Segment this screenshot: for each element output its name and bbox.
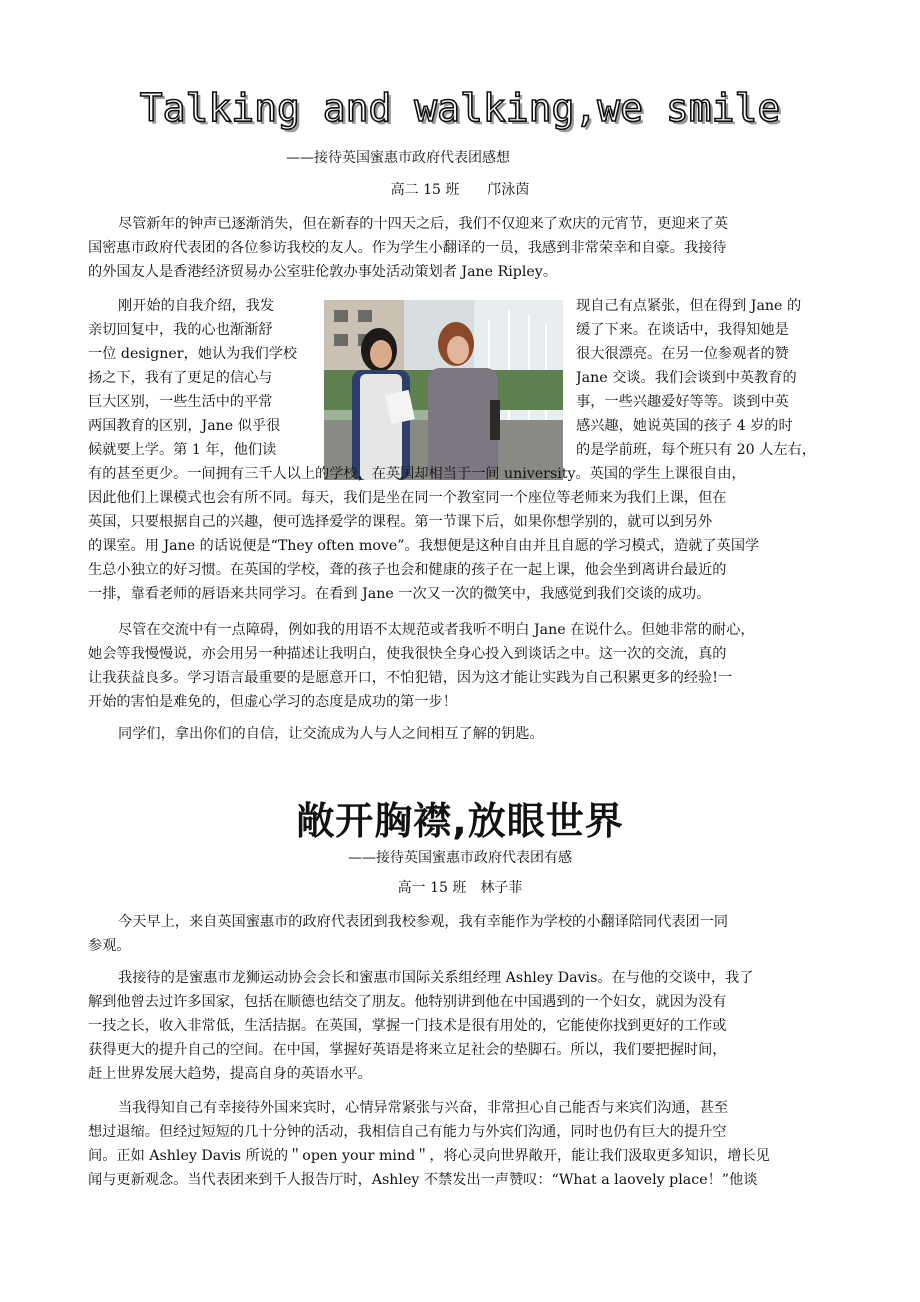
text-line: 缓了下来。在谈话中，我得知她是 xyxy=(576,322,789,338)
text-line: 一技之长，收入非常低，生活拮据。在英国，掌握一门技术是很有用处的，它能使你找到更好的工作或 xyxy=(88,1018,727,1034)
text-line: 我接待的是蜜惠市龙狮运动协会会长和蜜惠市国际关系组经理 Ashley Davis。在与他的交谈中，我了 xyxy=(118,970,754,986)
text-line: 因此他们上课模式也会有所不同。每天，我们是坐在同一个教室同一个座位等老师来为我们上课，但在 xyxy=(88,490,727,506)
text-line: 尽管在交流中有一点障碍，例如我的用语不太规范或者我听不明白 Jane 在说什么。但她非常的耐心， xyxy=(118,622,755,638)
text-line: 现自己有点紧张，但在得到 Jane 的 xyxy=(576,298,802,314)
text-line: 当我得知自己有幸接待外国来宾时，心情异常紧张与兴奋，非常担心自己能否与来宾们沟通，甚至 xyxy=(118,1100,729,1116)
article2-subtitle: ——接待英国蜜惠市政府代表团有感 xyxy=(348,850,572,866)
article1-paragraph-2-left xyxy=(88,294,320,462)
article1-paragraph-2-right xyxy=(576,294,836,462)
text-line: 一位 designer，她认为我们学校 xyxy=(88,346,298,362)
article1-paragraph-3 xyxy=(88,618,832,714)
text-line: 刚开始的自我介绍，我发 xyxy=(118,298,275,314)
text-line: 赶上世界发展大趋势，提高自身的英语水平。 xyxy=(88,1066,372,1082)
text-line: 她会等我慢慢说，亦会用另一种描述让我明白，使我很快全身心投入到谈话之中。这一次的交流，真的 xyxy=(88,646,727,662)
article1-paragraph-2-rest xyxy=(88,462,832,606)
article1-paragraph-1 xyxy=(88,212,832,284)
text-line: 国密惠市政府代表团的各位参访我校的友人。作为学生小翻译的一员，我感到非常荣幸和自豪。我接待 xyxy=(88,240,727,256)
text-line: 的外国友人是香港经济贸易办公室驻伦敦办事处活动策划者 Jane Ripley。 xyxy=(88,264,558,280)
text-line: 的课室。用 Jane 的话说便是“They often move”。我想便是这种自由并且自愿的学习模式，造就了英国学 xyxy=(88,538,760,554)
article2-title: 敞开胸襟,放眼世界 xyxy=(296,799,624,843)
text-line: 闻与更新观念。当代表团来到千人报告厅时，Ashley 不禁发出一声赞叹：“What a laovely place！”他谈 xyxy=(88,1172,758,1188)
text-line: 今天早上，来自英国蜜惠市的政府代表团到我校参观，我有幸能作为学校的小翻译陪同代表团一同 xyxy=(118,914,729,930)
article2-byline: 高一 15 班 林子菲 xyxy=(397,880,523,896)
text-line: 巨大区别，一些生活中的平常 xyxy=(88,394,273,410)
article1-title: Talking and walking,we smile xyxy=(139,86,781,130)
text-line: 间。正如 Ashley Davis 所说的＂open your mind＂，将心灵向世界敞开，能让我们汲取更多知识，增长见 xyxy=(88,1148,770,1164)
text-line: 获得更大的提升自己的空间。在中国，掌握好英语是将来立足社会的垫脚石。所以，我们要把握时间， xyxy=(88,1042,727,1058)
text-line: 候就要上学。第 1 年，他们读 xyxy=(88,442,277,458)
article1-paragraph-4 xyxy=(88,722,832,746)
article1-subtitle: ——接待英国蜜惠市政府代表团感想 xyxy=(286,150,510,166)
text-line: 解到他曾去过许多国家，包括在顺德也结交了朋友。他特别讲到他在中国遇到的一个妇女，就因为没有 xyxy=(88,994,727,1010)
text-line: 尽管新年的钟声已逐渐消失，但在新春的十四天之后，我们不仅迎来了欢庆的元宵节，更迎来了英 xyxy=(118,216,729,232)
text-line: 有的甚至更少。一间拥有三千人以上的学校，在英国却相当于一间 university。英国的学生上课很自由， xyxy=(88,466,746,482)
text-line: 英国，只要根据自己的兴趣，便可选择爱学的课程。第一节课下后，如果你想学别的，就可以到另外 xyxy=(88,514,713,530)
text-line: 两国教育的区别，Jane 似乎很 xyxy=(88,418,281,434)
photo-image xyxy=(324,300,563,480)
text-line: 开始的害怕是难免的，但虚心学习的态度是成功的第一步！ xyxy=(88,694,457,710)
text-line: Jane 交谈。我们会谈到中英教育的 xyxy=(576,370,797,386)
text-line: 的是学前班，每个班只有 20 人左右， xyxy=(576,442,816,458)
text-line: 同学们，拿出你们的自信，让交流成为人与人之间相互了解的钥匙。 xyxy=(118,726,544,742)
article2-paragraph-1 xyxy=(88,910,832,958)
text-line: 想过退缩。但经过短短的几十分钟的活动，我相信自己有能力与外宾们沟通，同时也仍有巨大的提升空 xyxy=(88,1124,727,1140)
text-line: 扬之下，我有了更足的信心与 xyxy=(88,370,273,386)
article1-byline: 高二 15 班 邝泳茵 xyxy=(390,182,530,198)
text-line: 生总小独立的好习惯。在英国的学校，聋的孩子也会和健康的孩子在一起上课，他会坐到离讲台最近的 xyxy=(88,562,727,578)
text-line: 感兴趣，她说英国的孩子 4 岁的时 xyxy=(576,418,793,434)
text-line: 让我获益良多。学习语言最重要的是愿意开口，不怕犯错，因为这才能让实践为自己积累更多的经验!一 xyxy=(88,670,733,686)
text-line: 参观。 xyxy=(88,938,131,954)
text-line: 事，一些兴趣爱好等等。谈到中英 xyxy=(576,394,789,410)
text-line: 很大很漂亮。在另一位参观者的赞 xyxy=(576,346,789,362)
article2-paragraph-3 xyxy=(88,1096,832,1192)
text-line: 一排，靠看老师的唇语来共同学习。在看到 Jane 一次又一次的微笑中，我感觉到我们交谈的成功。 xyxy=(88,586,711,602)
photo-students-talking xyxy=(324,300,563,480)
article2-paragraph-2 xyxy=(88,966,832,1086)
text-line: 亲切回复中，我的心也渐渐舒 xyxy=(88,322,273,338)
